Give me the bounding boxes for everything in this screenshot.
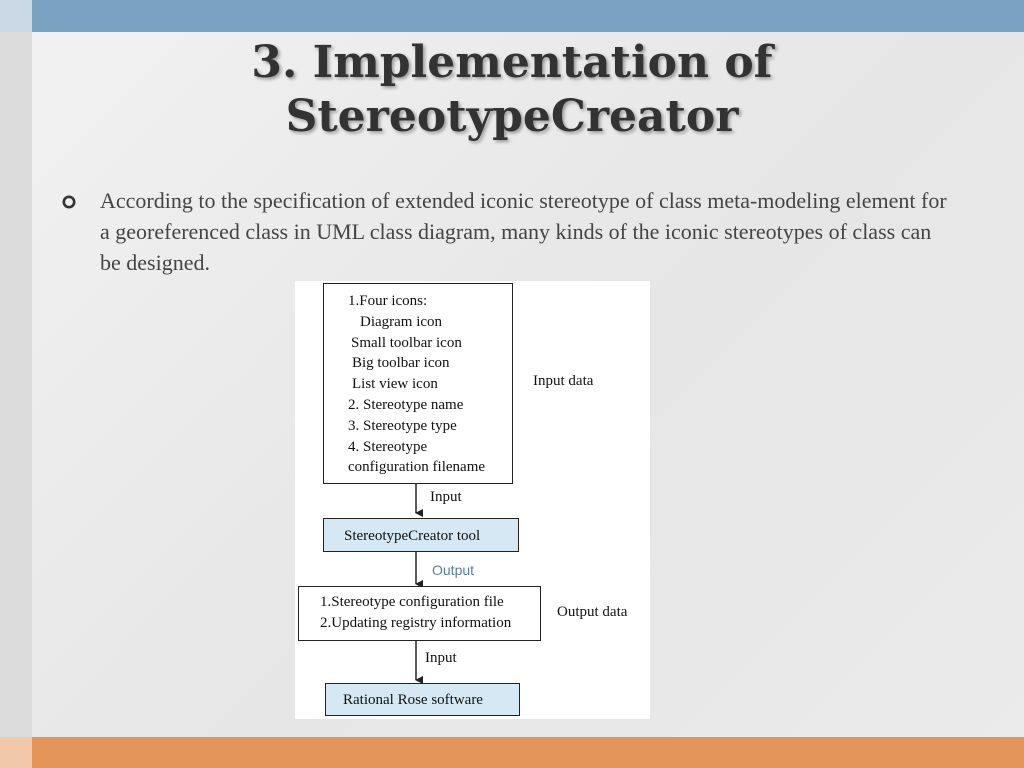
- stereotype-creator-tool-box: [323, 518, 519, 552]
- input-line-8: 4. Stereotype: [348, 438, 428, 455]
- input-line-2: Diagram icon: [360, 313, 443, 330]
- input-line-5: List view icon: [352, 376, 438, 393]
- input-line-3: Small toolbar icon: [351, 334, 462, 351]
- input-line-6: 2. Stereotype name: [348, 396, 464, 413]
- input-line-4: Big toolbar icon: [352, 355, 450, 372]
- input-line-1: 1.Four icons:: [348, 293, 428, 309]
- input-box: [323, 283, 513, 484]
- arrow-input-label: Input: [430, 489, 462, 505]
- slide-title-line-1: 3. Implementation of: [251, 37, 773, 88]
- bottom-accent-bar: [32, 737, 1024, 768]
- arrow-output-label: Output: [432, 562, 475, 578]
- tool-box-label: StereotypeCreator tool: [344, 528, 481, 544]
- bullet-icon: [62, 195, 76, 209]
- left-strip: [0, 0, 32, 768]
- top-bar-corner: [0, 0, 32, 32]
- output-line-2: 2.Updating registry information: [320, 614, 512, 631]
- rational-rose-box: [325, 683, 520, 716]
- input-line-7: 3. Stereotype type: [348, 417, 457, 434]
- output-data-label: Output data: [557, 604, 628, 620]
- top-accent-bar: [32, 0, 1024, 32]
- flow-diagram: [295, 281, 650, 719]
- bottom-bar-corner: [0, 737, 32, 768]
- input-data-label: Input data: [533, 373, 594, 389]
- bullet-text: According to the specification of extended iconic stereotype of class meta-modeling element for a georeferenced class in UML class diagram, many kinds of the iconic stereotypes of class can be designed.: [100, 188, 947, 275]
- output-line-1: 1.Stereotype configuration file: [320, 594, 504, 610]
- arrow-input-2-label: Input: [425, 650, 457, 666]
- output-box: [298, 586, 541, 641]
- slide-title: [60, 36, 964, 144]
- slide-title-line-2: StereotypeCreator: [285, 91, 739, 142]
- input-line-9: configuration filename: [348, 459, 486, 476]
- rose-box-label: Rational Rose software: [343, 692, 483, 708]
